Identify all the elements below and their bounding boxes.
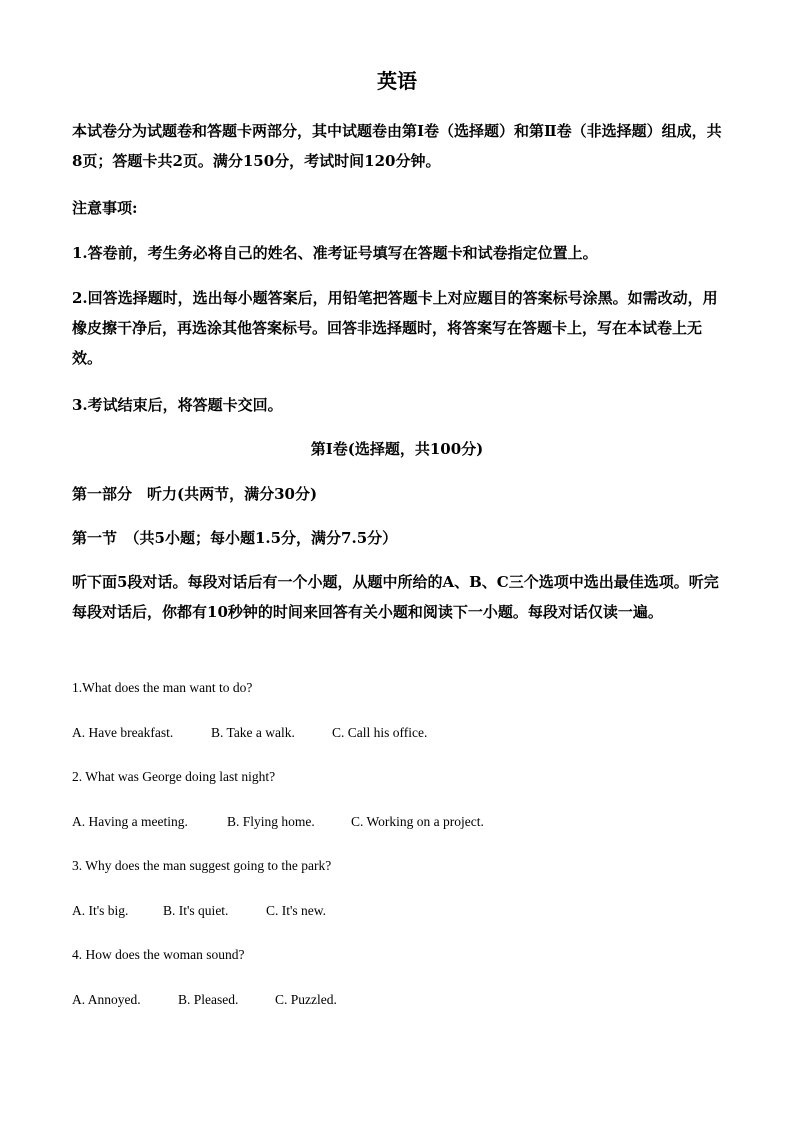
option-a: A. Annoyed. — [72, 992, 141, 1007]
option-c: C. Puzzled. — [275, 992, 337, 1007]
option-b: B. Flying home. — [227, 814, 315, 829]
section-heading: 第一节 （共5小题；每小题1.5分，满分7.5分） — [72, 529, 398, 547]
question-stem-3: 3. Why does the man suggest going to the park? — [72, 858, 332, 873]
option-c: C. It's new. — [266, 903, 327, 918]
question-options-3 — [72, 901, 326, 921]
intro-paragraph: 本试卷分为试题卷和答题卡两部分，其中试题卷由第Ⅰ卷（选择题）和第Ⅱ卷（非选择题）组成，共8页；答题卡共2页。满分150分，考试时间120分钟。 — [72, 122, 722, 170]
notice-item-2: 2.回答选择题时，选出每小题答案后，用铅笔把答题卡上对应题目的答案标号涂黑。如需改动，用橡皮擦干净后，再选涂其他答案标号。回答非选择题时，将答案写在答题卡上，写在本试卷上无效。 — [72, 289, 718, 367]
question-options-2 — [72, 812, 484, 832]
volume-heading: 第Ⅰ卷(选择题，共100分) — [310, 440, 484, 458]
notice-item-3: 3.考试结束后，将答题卡交回。 — [72, 396, 283, 414]
option-c: C. Working on a project. — [351, 814, 484, 829]
question-stem-2: 2. What was George doing last night? — [72, 769, 276, 784]
notice-heading: 注意事项: — [72, 199, 138, 217]
option-a: A. It's big. — [72, 903, 129, 918]
option-c: C. Call his office. — [332, 725, 428, 740]
question-stem-1: 1.What does the man want to do? — [72, 680, 253, 695]
option-a: A. Have breakfast. — [72, 725, 174, 740]
option-b: B. Take a walk. — [211, 725, 295, 740]
option-b: B. It's quiet. — [163, 903, 229, 918]
option-a: A. Having a meeting. — [72, 814, 188, 829]
question-options-1 — [72, 723, 427, 743]
question-options-4 — [72, 990, 337, 1010]
part-heading: 第一部分 听力(共两节，满分30分) — [72, 485, 318, 503]
question-stem-4: 4. How does the woman sound? — [72, 947, 245, 962]
notice-item-1: 1.答卷前，考生务必将自己的姓名、准考证号填写在答题卡和试卷指定位置上。 — [72, 244, 598, 262]
listening-instructions: 听下面5段对话。每段对话后有一个小题，从题中所给的A、B、C三个选项中选出最佳选项。听完每段对话后，你都有10秒钟的时间来回答有关小题和阅读下一小题。每段对话仅读一遍。 — [72, 573, 719, 621]
page-title: 英语 — [377, 69, 417, 93]
option-b: B. Pleased. — [178, 992, 239, 1007]
